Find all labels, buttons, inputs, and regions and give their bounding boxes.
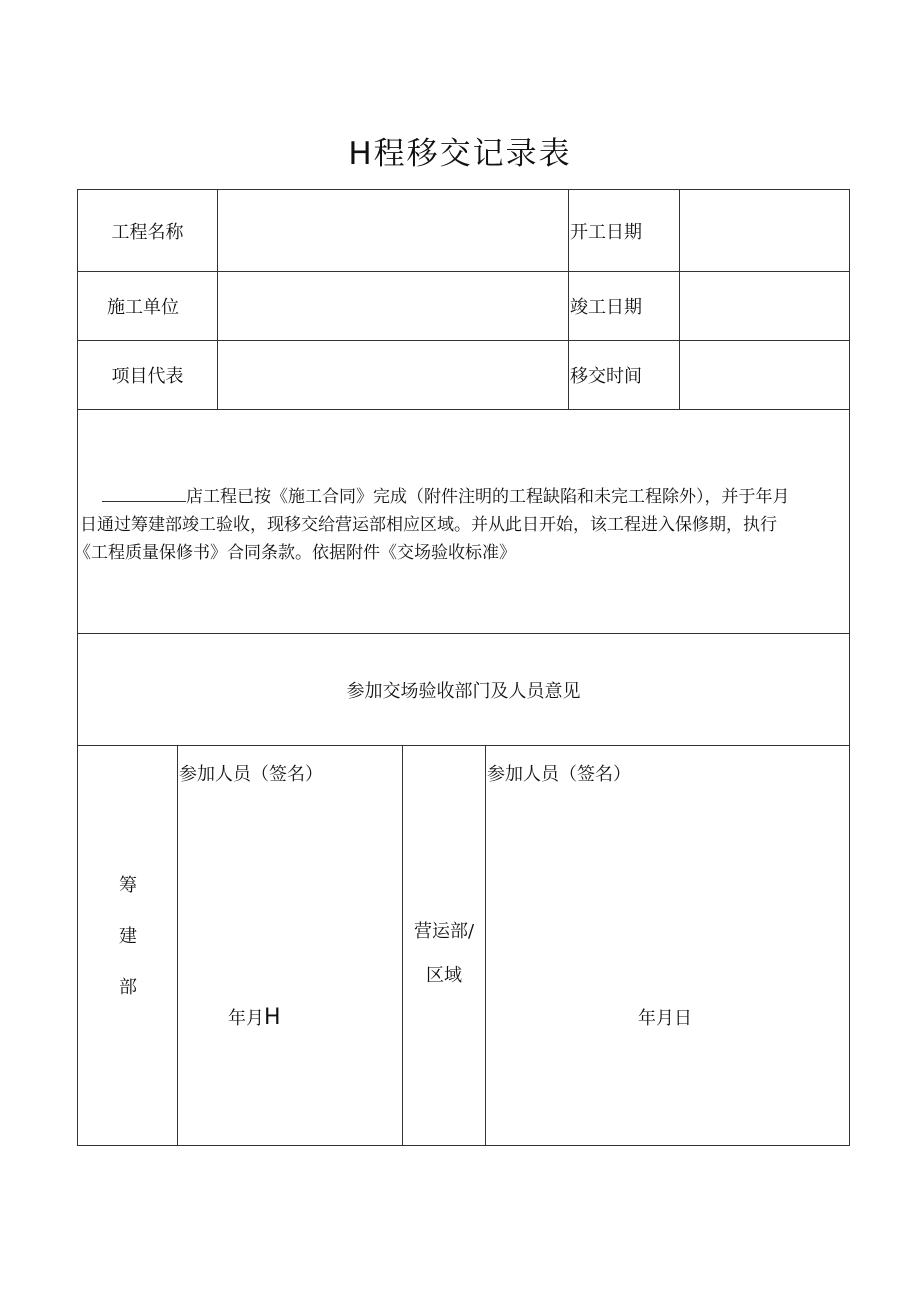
signature-area-left[interactable] (178, 790, 402, 1140)
dept-construction-char-2: 建 (119, 926, 137, 947)
label-project-rep: 项目代表 (111, 366, 184, 387)
signature-area-right[interactable] (486, 790, 848, 1140)
date-left-prefix: 年月 (228, 1008, 264, 1029)
handover-statement (74, 483, 848, 567)
statement-line-1: 店工程已按《施工合同》完成（附件注明的工程缺陷和未完工程除外），并于年月 (80, 483, 848, 511)
signature-label-right: 参加人员（签名） (487, 764, 631, 785)
dept-operations (403, 910, 485, 998)
dept-construction-char-3: 部 (119, 977, 137, 998)
value-project-rep[interactable] (218, 341, 568, 409)
value-handover-time[interactable] (680, 341, 848, 409)
date-right: 年月日 (638, 1008, 692, 1029)
label-start-date: 开工日期 (570, 221, 642, 243)
label-contractor: 施工单位 (107, 297, 179, 318)
statement-line-2: 日通过筹建部竣工验收，现移交给营运部相应区域。并从此日开始，该工程进入保修期，执行 (80, 515, 777, 535)
date-left-suffix: H (264, 1005, 281, 1030)
value-start-date[interactable] (680, 190, 848, 271)
document-title: H程移交记录表 (348, 136, 572, 172)
signature-label-left: 参加人员（签名） (179, 764, 323, 785)
value-contractor[interactable] (218, 272, 568, 340)
label-handover-time: 移交时间 (570, 366, 642, 387)
store-name-blank[interactable] (102, 485, 186, 502)
dept-operations-line-1: 营运部/ (413, 921, 475, 942)
value-project-name[interactable] (218, 190, 568, 271)
value-completion-date[interactable] (680, 272, 848, 340)
date-left (228, 1004, 281, 1030)
dept-operations-line-2: 区域 (426, 965, 462, 986)
label-completion-date: 竣工日期 (570, 297, 642, 318)
label-project-name: 工程名称 (111, 221, 184, 243)
section-title: 参加交场验收部门及人员意见 (346, 680, 581, 702)
dept-construction (78, 860, 178, 1013)
statement-line-3: 《工程质量保修书》合同条款。依据附件《交场验收标准》 (74, 543, 516, 563)
dept-construction-char-1: 筹 (119, 875, 137, 896)
